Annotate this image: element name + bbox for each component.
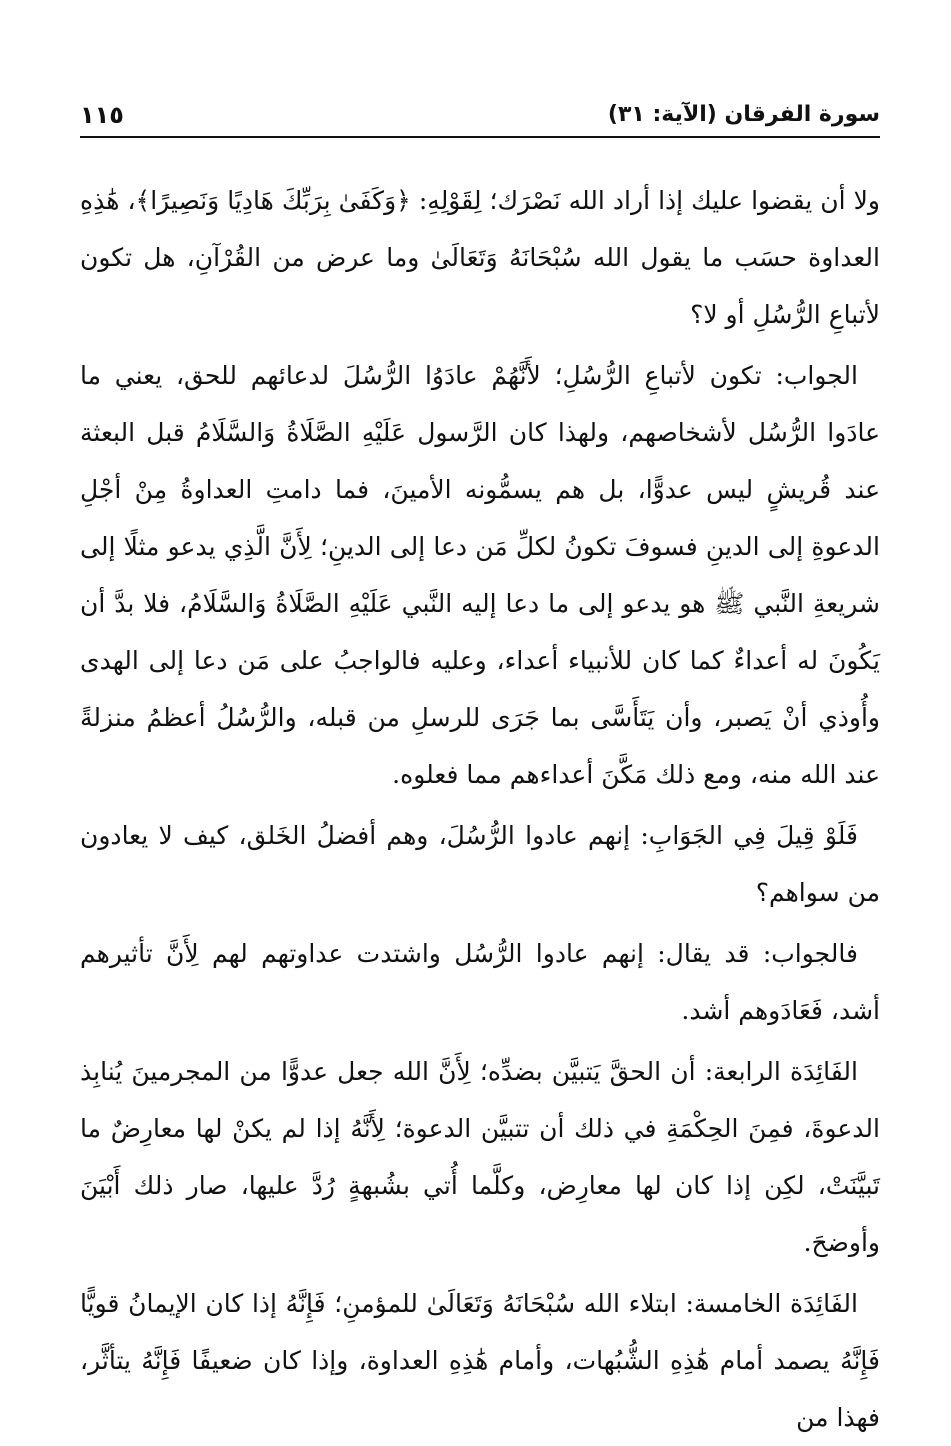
- paragraph-objection: فَلَوْ قِيلَ فِي الجَوَابِ: إنهم عادوا الرُّسُلَ، وهم أفضلُ الخَلق، كيف لا يعادون من سواهم؟: [80, 821, 880, 907]
- page-body: [80, 172, 880, 1446]
- paragraph-question: ولا أن يقضوا عليك إذا أراد الله نَصْرَك؛ لِقَوْلِهِ: ﴿وَكَفَىٰ بِرَبِّكَ هَادِيًا وَنَصِيرًا﴾، هَٰذِهِ العداوة حسَب ما يقول الله سُبْحَانَهُ وَتَعَالَىٰ وما عرض من القُرْآنِ، هل تكون لأتباعِ الرُّسُلِ أو لا؟: [80, 186, 880, 329]
- paragraph-reply: فالجواب: قد يقال: إنهم عادوا الرُّسُل واشتدت عداوتهم لهم لِأَنَّ تأثيرهم أشد، فَعَادَوهم أشد.: [80, 939, 880, 1025]
- book-page: [80, 0, 880, 1432]
- paragraph-benefit-five: الفَائِدَة الخامسة: ابتلاء الله سُبْحَانَهُ وَتَعَالَىٰ للمؤمنِ؛ فَإِنَّهُ إذا كان الإيمانُ قويًّا فَإِنَّهُ يصمد أمام هَٰذِهِ الشُّبُهات، وأمام هَٰذِهِ العداوة، وإذا كان ضعيفًا فَإِنَّهُ يتأثَّر، فهذا من: [80, 1289, 880, 1432]
- page-header: [80, 96, 880, 130]
- paragraph-answer: الجواب: تكون لأتباعِ الرُّسُلِ؛ لأَنَّهُمْ عادَوُا الرُّسُلَ لدعائهم للحق، يعني ما عادَوا الرُّسُل لأشخاصهم، ولهذا كان الرَّسول عَلَيْهِ الصَّلَاةُ وَالسَّلَامُ قبل البعثة عند قُريشٍ ليس عدوًّا، بل هم يسمُّونه الأمينَ، فما دامتِ العداوةُ مِنْ أجْلِ الدعوةِ إلى الدينِ فسوفَ تكونُ لكلِّ مَن دعا إلى الدينِ؛ لِأَنَّ الَّذِي يدعو مثلًا إلى شريعةِ النَّبي ﷺ هو يدعو إلى ما دعا إليه النَّبي عَلَيْهِ الصَّلَاةُ وَالسَّلَامُ، فلا بدَّ أن يَكُونَ له أعداءٌ كما كان للأنبياء أعداء، وعليه فالواجبُ على مَن دعا إلى الهدى وأُوذي أنْ يَصبر، وأن يَتَأَسَّى بما جَرَى للرسلِ من قبله، والرُّسُلُ أعظمُ منزلةً عند الله منه، ومع ذلك مَكَّنَ أعداءهم مما فعلوه.: [80, 361, 880, 789]
- surah-title: سورة الفرقان (الآية: ٣١): [607, 102, 880, 127]
- paragraph-benefit-four: الفَائِدَة الرابعة: أن الحقَّ يَتبيَّن بضدِّه؛ لِأَنَّ الله جعل عدوًّا من المجرمينَ يُنابِذ الدعوةَ، فمِنَ الحِكْمَةِ في ذلك أن تتبيَّن الدعوة؛ لِأَنَّهُ إذا لم يكنْ لها معارِضٌ ما تَبيَّنَتْ، لكِن إذا كان لها معارِض، وكلَّما أُتي بشُبهةٍ رُدَّ عليها، صار ذلك أَبْيَنَ وأوضحَ.: [80, 1057, 880, 1257]
- page-number: ١١٥: [80, 101, 124, 129]
- header-divider: [80, 136, 880, 138]
